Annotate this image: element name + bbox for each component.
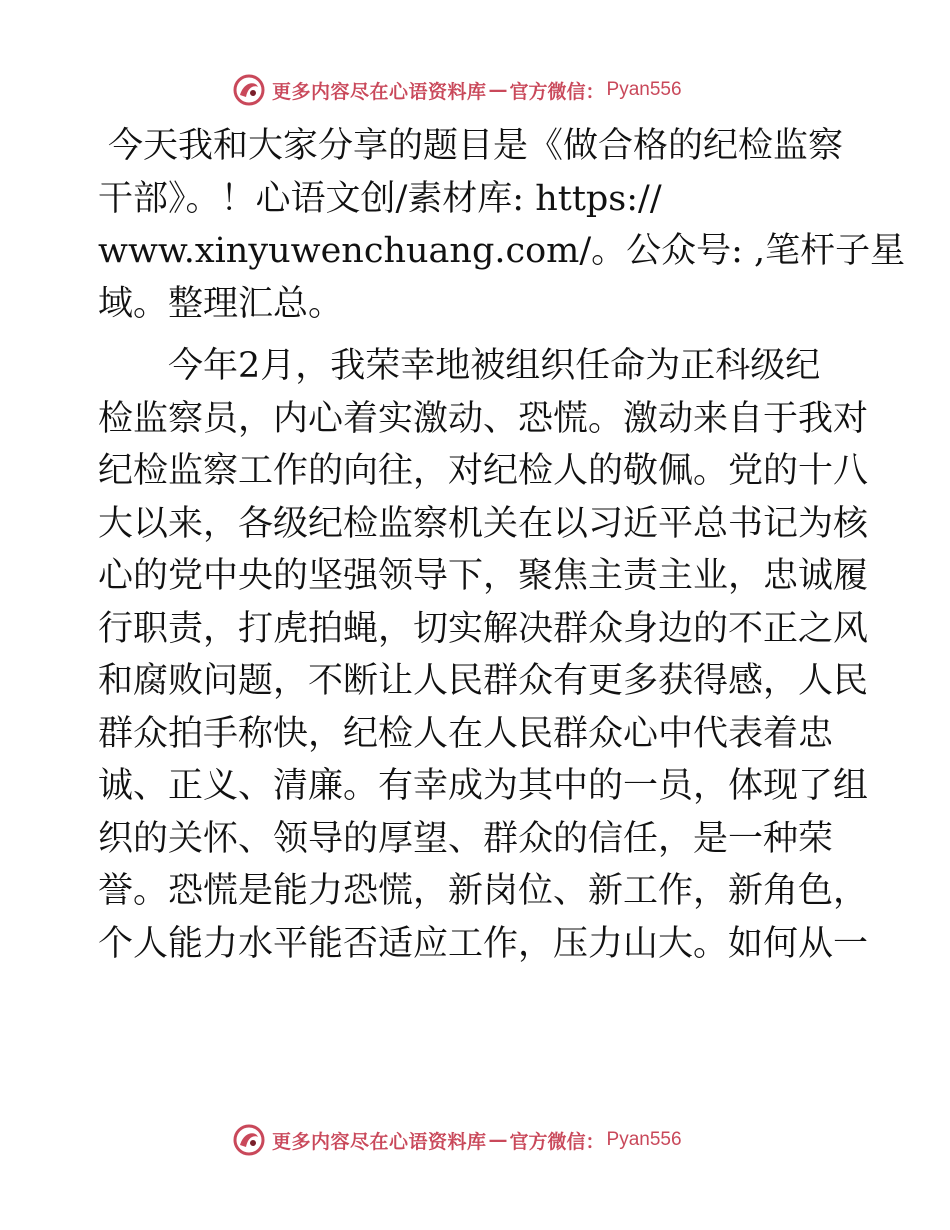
banner-logo-icon [232,73,266,107]
banner-main-text: 更多内容尽在心语资料库 [272,1130,487,1153]
text-line: 群众拍手称快，纪检人在人民群众心中代表着忠 [98,713,834,754]
text-line: 心的党中央的坚强领导下，聚焦主责主业，忠诚履 [98,556,869,596]
banner-main-text: 更多内容尽在心语资料库 [272,80,487,103]
banner-official-label: 官方微信： [509,1130,605,1153]
text-line: 纪检监察工作的向往，对纪检人的敬佩。党的十八 [98,451,869,491]
text-line: 诚、正义、清廉。有幸成为其中的一员，体现了组 [98,766,869,806]
text-line: 誉。恐慌是能力恐慌，新岗位、新工作，新角色， [98,871,869,911]
banner-dash: — [488,79,508,101]
banner-dash: — [488,1129,508,1151]
banner-logo-icon [232,1123,266,1157]
banner-wechat-id: Pyan556 [606,1129,682,1150]
document-body [98,120,906,970]
text-line: 今年2月，我荣幸地被组织任命为正科级纪 [168,346,821,386]
text-line: 检监察员，内心着实激动、恐慌。激动来自于我对 [98,398,869,439]
text-line: www.xinyuwenchuang.com/。公众号: ,笔杆子星 [98,231,906,271]
text-line: 和腐败问题，不断让人民群众有更多获得感，人民 [98,661,869,701]
text-line: 个人能力水平能否适应工作，压力山大。如何从一 [98,923,869,964]
text-line: 大以来，各级纪检监察机关在以习近平总书记为核 [98,503,869,544]
text-line: 织的关怀、领导的厚望、群众的信任，是一种荣 [98,818,834,859]
banner-wechat-id: Pyan556 [606,79,682,100]
text-line: 今天我和大家分享的题目是《做合格的纪检监察 [108,126,844,166]
footer-banner [232,1120,682,1160]
banner-official-label: 官方微信： [509,80,605,103]
paragraph-intro [98,120,906,330]
text-line: 行职责，打虎拍蝇，切实解决群众身边的不正之风 [98,608,869,649]
paragraph-main [98,340,869,970]
text-line: 干部》。！心语文创/素材库: https:// [98,178,662,219]
text-line: 域。整理汇总。 [98,283,344,324]
header-banner [232,70,682,110]
